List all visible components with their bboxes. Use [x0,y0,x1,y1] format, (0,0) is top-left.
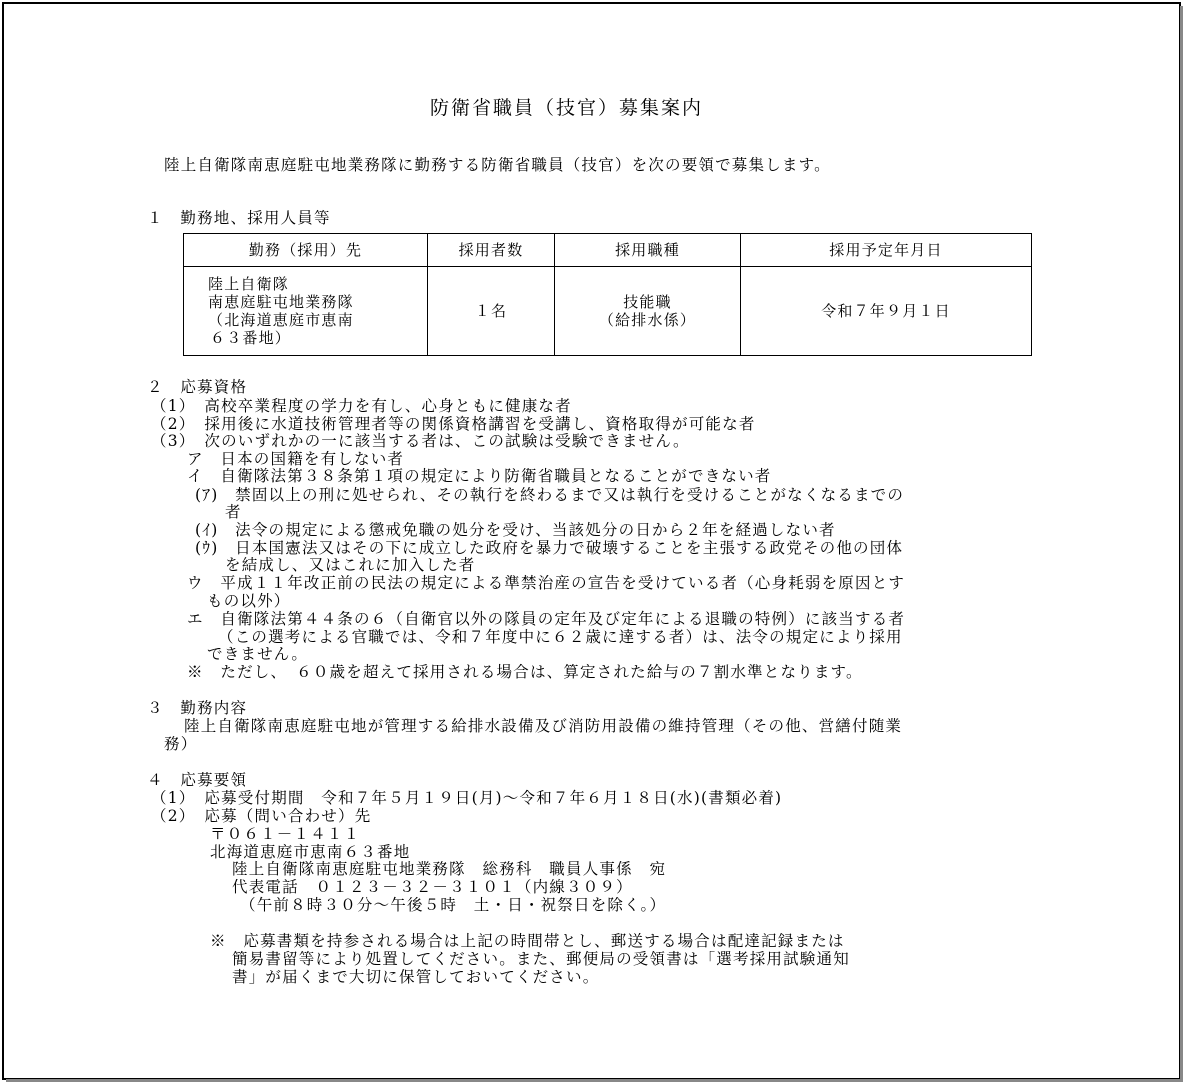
section4-line: （2） 応募（問い合わせ）先 [151,807,372,825]
workplace-line: 南恵庭駐屯地業務隊 [208,293,354,311]
page-title: 防衛省職員（技官）募集案内 [430,97,704,119]
workplace-line: （北海道恵庭市恵南 [208,311,354,329]
job-line: （給排水係） [598,311,697,329]
section4-note: ※ 応募書類を持参される場合は上記の時間帯とし、郵送する場合は配達記録または [210,932,845,950]
section2-line: できません。 [207,645,309,663]
section4-note: 書」が届くまで大切に保管しておいてください。 [232,968,600,986]
section4-line: （1） 応募受付期間 令和７年５月１９日(月)～令和７年６月１８日(水)(書類必着) [151,789,783,807]
workplace-line: 陸上自衛隊 [208,275,290,293]
section3-heading: ３ 勤務内容 [147,699,248,717]
section2-line: (ｱ) 禁固以上の刑に処せられ、その執行を終わるまで又は執行を受けることがなくなるまでの [195,486,905,504]
section4-note: 簡易書留等により処置してください。また、郵便局の受領書は「選考採用試験通知 [232,950,850,968]
cell-date: 令和７年９月１日 [741,267,1032,356]
cell-job [555,267,741,356]
section2-line: （2） 採用後に水道技術管理者等の関係資格講習を受講し、資格取得が可能な者 [151,415,756,433]
page-shadow-right [1180,6,1183,1082]
header-job: 採用職種 [555,234,741,267]
cell-count: １名 [428,267,555,356]
header-count: 採用者数 [428,234,555,267]
address: 北海道恵庭市恵南６３番地 [210,843,411,861]
intro-text: 陸上自衛隊南恵庭駐屯地業務隊に勤務する防衛省職員（技官）を次の要領で募集します。 [164,156,831,174]
table-row [184,267,1032,356]
section2-line: エ 自衛隊法第４４条の６（自衛官以外の隊員の定年及び定年による退職の特例）に該当する者 [187,610,906,628]
table-header-row [184,234,1032,267]
section2-line: (ｳ) 日本国憲法又はその下に成立した政府を暴力で破壊することを主張する政党その他の団体 [195,539,904,557]
office-hours: （午前８時３０分～午後５時 土・日・祝祭日を除く。） [240,896,667,914]
section2-line: ウ 平成１１年改正前の民法の規定による準禁治産の宣告を受けている者（心身耗弱を原因とす [187,574,906,592]
page-shadow-bottom [6,1079,1183,1082]
cell-workplace [184,267,428,356]
header-workplace: 勤務（採用）先 [184,234,428,267]
section2-heading: ２ 応募資格 [147,378,248,396]
section2-line: （1） 高校卒業程度の学力を有し、心身ともに健康な者 [151,397,572,415]
section2-line: （この選考による官職では、令和７年度中に６２歳に達する者）は、法令の規定により採用 [218,628,903,646]
section2-line: ア 日本の国籍を有しない者 [187,450,405,468]
section2-note: ※ ただし、 ６０歳を超えて採用される場合は、算定された給与の７割水準となります。 [187,663,863,681]
recipient: 陸上自衛隊南恵庭駐屯地業務隊 総務科 職員人事係 宛 [232,860,667,878]
section3-line: 陸上自衛隊南恵庭駐屯地が管理する給排水設備及び消防用設備の維持管理（その他、営繕付随業 [184,717,903,735]
section2-line: イ 自衛隊法第３８条第１項の規定により防衛省職員となることができない者 [187,467,772,485]
section2-line: を結成し、又はこれに加入した者 [225,556,476,574]
section4-heading: ４ 応募要領 [147,771,248,789]
section2-line: （3） 次のいずれかの一に該当する者は、この試験は受験できません。 [151,432,690,450]
section1-heading: １ 勤務地、採用人員等 [147,209,331,227]
postal-code: 〒０６１－１４１１ [210,825,361,843]
section2-line: (ｲ) 法令の規定による懲戒免職の処分を受け、当該処分の日から２年を経過しない者 [195,521,836,539]
header-date: 採用予定年月日 [741,234,1032,267]
section3-line: 務） [164,735,198,753]
workplace-line: ６３番地） [210,329,292,347]
section2-line: 者 [225,503,242,521]
phone: 代表電話 ０１２３－３２－３１０１（内線３０９） [232,878,633,896]
job-line: 技能職 [623,293,672,311]
recruitment-table [183,233,1032,356]
section2-line: もの以外） [207,592,291,610]
